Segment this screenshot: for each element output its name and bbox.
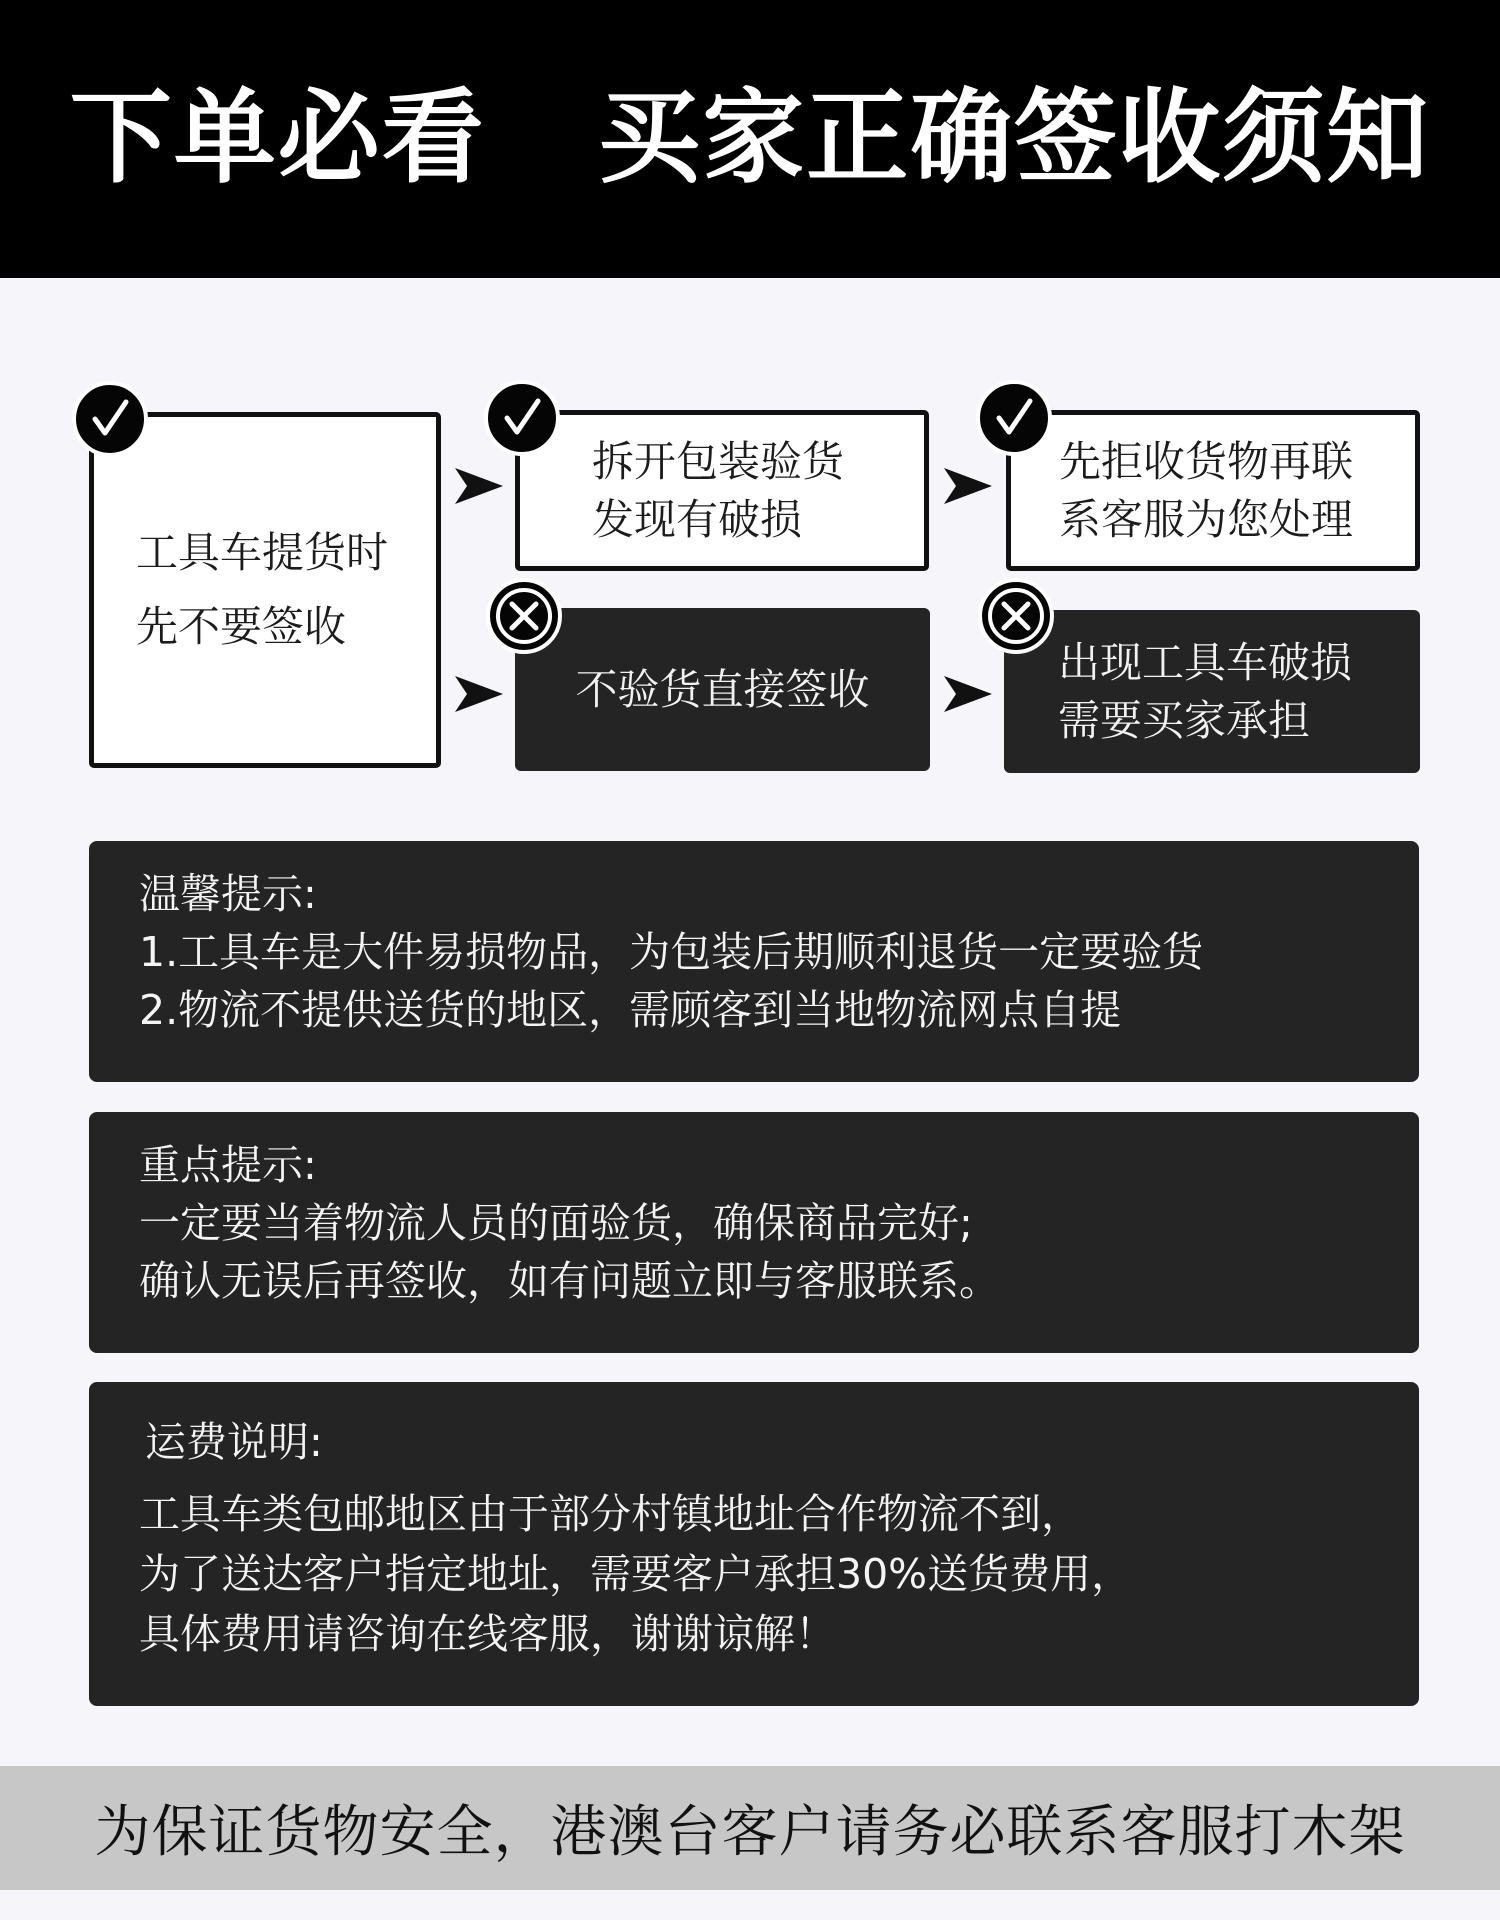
flow-wrong-step-1 (515, 608, 930, 771)
flow-start-line-2: 先不要签收 (136, 602, 347, 651)
shipping-title: 运费说明: (145, 1418, 323, 1466)
page-title: 下单必看 买家正确签收须知 (69, 79, 1431, 198)
shipping-line-2: 为了送达客户指定地址，需要客户承担30%送货费用， (139, 1550, 1133, 1598)
shipping-line-3: 具体费用请咨询在线客服，谢谢谅解！ (139, 1610, 836, 1658)
flow-correct-step-2-line-1: 先拒收货物再联 (1059, 436, 1354, 486)
flow-wrong-step-2 (1004, 610, 1420, 773)
check-icon (72, 381, 148, 457)
flow-start-box (89, 412, 441, 768)
flow-wrong-step-2-line-2: 需要买家承担 (1058, 695, 1311, 745)
footer-notice: 为保证货物安全，港澳台客户请务必联系客服打木架 (94, 1800, 1406, 1865)
cross-icon (978, 578, 1054, 654)
check-icon (976, 380, 1052, 456)
flow-correct-step-2-line-2: 系客服为您处理 (1059, 494, 1354, 544)
tips-panel (89, 841, 1419, 1082)
flow-correct-step-1-line-1: 拆开包装验货 (592, 436, 845, 486)
arrow-right-icon (455, 464, 505, 508)
key-tips-line-2: 确认无误后再签收，如有问题立即与客服联系。 (139, 1257, 1000, 1305)
key-tips-title: 重点提示: (139, 1141, 317, 1189)
flow-correct-step-1 (515, 410, 929, 571)
arrow-right-icon (944, 464, 994, 508)
flow-wrong-step-1-line-1: 不验货直接签收 (575, 664, 870, 714)
flow-start-line-1: 工具车提货时 (136, 528, 389, 577)
flow-correct-step-1-line-2: 发现有破损 (592, 494, 803, 544)
header-banner (0, 0, 1500, 278)
flow-correct-step-2 (1006, 410, 1420, 571)
check-icon (484, 380, 560, 456)
key-tips-line-1: 一定要当着物流人员的面验货，确保商品完好; (139, 1199, 973, 1247)
tips-line-2: 2.物流不提供送货的地区，需顾客到当地物流网点自提 (139, 986, 1122, 1034)
arrow-right-icon (944, 672, 994, 716)
shipping-line-1: 工具车类包邮地区由于部分村镇地址合作物流不到， (139, 1490, 1082, 1538)
tips-title: 温馨提示: (139, 870, 317, 918)
cross-icon (486, 578, 562, 654)
footer-banner (0, 1766, 1500, 1890)
tips-line-1: 1.工具车是大件易损物品，为包装后期顺利退货一定要验货 (139, 928, 1204, 976)
shipping-panel (89, 1382, 1419, 1706)
arrow-right-icon (455, 672, 505, 716)
flow-wrong-step-2-line-1: 出现工具车破损 (1058, 637, 1353, 687)
key-tips-panel (89, 1112, 1419, 1353)
